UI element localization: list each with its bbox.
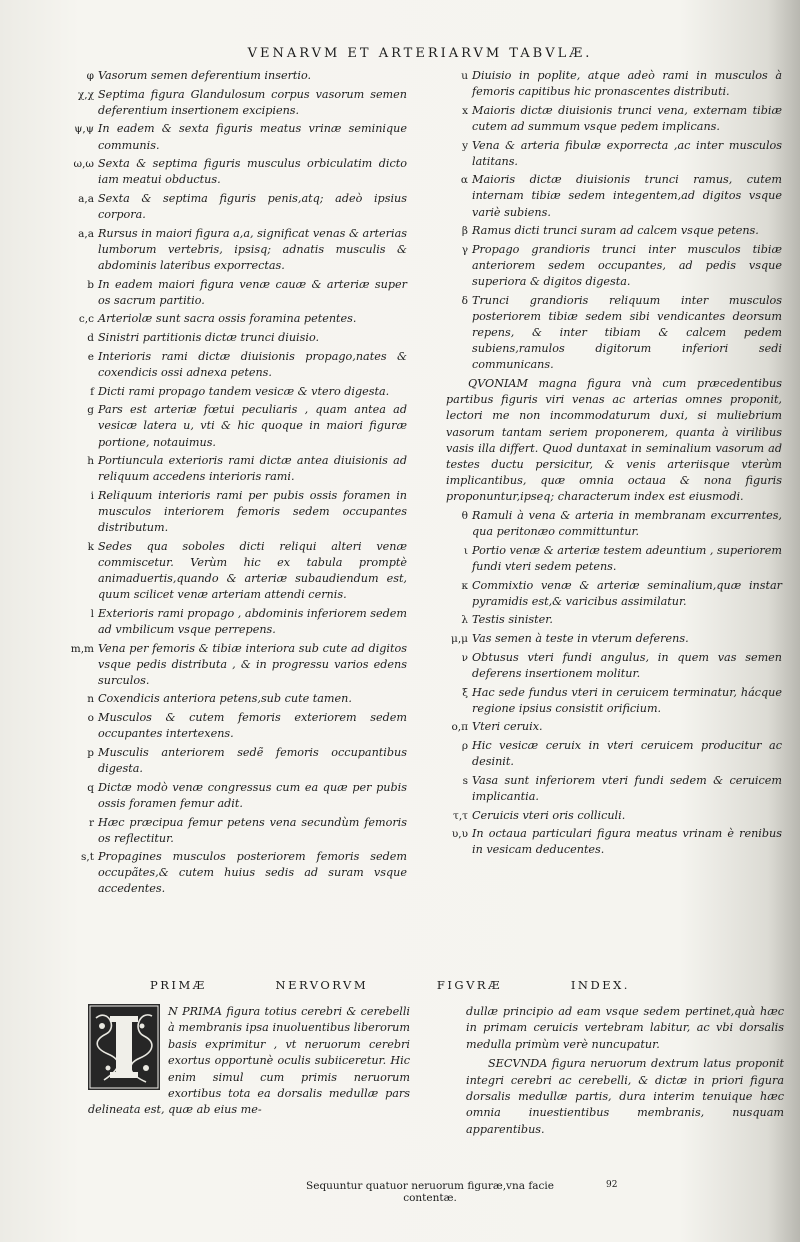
legend-entry (52, 606, 407, 638)
legend-marker: ι (463, 544, 468, 557)
legend-marker: h (87, 455, 94, 468)
legend-entry (446, 773, 782, 805)
legend-text: Vteri ceruix. (472, 720, 543, 734)
legend-marker: c,c (78, 313, 94, 326)
legend-text: Arteriolæ sunt sacra ossis foramina petentes. (98, 312, 357, 326)
legend-entry (446, 650, 782, 682)
legend-marker: p (87, 746, 94, 759)
legend-marker: ω,ω (73, 158, 94, 171)
legend-entry (52, 191, 407, 223)
legend-text: Commixtio venæ & arteriæ seminalium,quæ instar pyramidis est,& varicibus assimilatur. (472, 578, 782, 608)
legend-text: Rursus in maiori figura a,a, significat venas & arterias lumborum vertebris, ipsisq; adnatis musculis & abdominis lateribus exporrectas. (98, 226, 407, 272)
legend-marker: f (90, 385, 94, 398)
legend-entry (52, 330, 407, 346)
legend-marker: g (87, 404, 94, 417)
legend-marker: φ (86, 70, 94, 82)
legend-entry (446, 293, 782, 373)
legend-text: Hac sede fundus vteri in ceruicem terminatur, hácque regione ipsius consistit orificium. (472, 685, 782, 715)
legend-entry (52, 691, 407, 707)
decorated-initial (88, 1004, 160, 1090)
legend-entry (446, 138, 782, 170)
legend-entry (446, 103, 782, 135)
legend-text: Sedes qua soboles dicti reliqui alteri venæ commiscetur. Verùm hic ex tabula promptè animaduertis,quando & arteriæ subaudiendum est, quum scilicet venæ arteriam attendi cernis. (98, 539, 407, 602)
legend-marker: d (87, 332, 94, 345)
legend-text: Obtusus vteri fundi angulus, in quem vas semen deferens insertionem molitur. (472, 650, 782, 680)
legend-marker: θ (461, 510, 468, 522)
legend-entry (446, 631, 782, 647)
legend-entry (446, 685, 782, 717)
legend-entry (446, 508, 782, 540)
continuation-text: dullæ principio ad eam vsque sedem pertinet,quà hæc in primam ceruicis vertebram labitur, ac vbi dorsalis medulla primùm verè nuncupatur. (466, 1005, 784, 1051)
legend-marker: υ,υ (451, 828, 468, 841)
legend-entry (52, 384, 407, 400)
legend-marker: ρ (461, 739, 468, 752)
legend-text: Ramuli à vena & arteria in membranam excurrentes, qua peritonæo committuntur. (472, 509, 782, 539)
legend-entry (52, 226, 407, 274)
legend-text: Dicti rami propago tandem vesicæ & vtero digesta. (98, 384, 390, 398)
legend-text: Vena & arteria fibulæ exporrecta ,ac inter musculos latitans. (472, 138, 782, 168)
first-figure-text: N PRIMA figura totius cerebri & cerebelli à membranis ipsa inuoluentibus liberorum basis exprimitur , vt neruorum cerebri exortus opportunè oculis subiiceretur. Hic enim simul cum primis neruorum exortibus tota ea dorsalis medullæ pars delineata est, quæ ab eius me- (88, 1005, 410, 1117)
legend-marker: α (460, 174, 468, 187)
legend-text: In eadem maiori figura venæ cauæ & arteriæ super os sacrum partitio. (98, 277, 407, 307)
bottom-right-column (466, 1004, 784, 1141)
legend-entry (52, 402, 407, 450)
legend-entry (446, 172, 782, 220)
legend-entry (52, 488, 407, 536)
legend-entry (52, 710, 407, 742)
section-heading-word: FIGVRÆ (436, 978, 503, 992)
section-heading-word: PRIMÆ (150, 978, 207, 992)
legend-entry (446, 738, 782, 770)
legend-entry (446, 808, 782, 824)
legend-marker: ο,π (451, 721, 468, 734)
legend-text: Sexta & septima figuris musculus orbiculatim dicto iam meatui obductus. (98, 157, 407, 187)
legend-text: Vasorum semen deferentium insertio. (98, 69, 312, 82)
right-entries-b (446, 508, 782, 858)
legend-marker: γ (461, 243, 468, 256)
legend-text: Maioris dictæ diuisionis trunci ramus, cutem internam tibiæ sedem integentem,ad digitos vsque variè subiens. (472, 173, 782, 219)
legend-text: Musculis anteriorem sedẽ femoris occupantibus digesta. (98, 745, 407, 776)
legend-marker: μ,μ (451, 633, 468, 646)
legend-entry (446, 68, 782, 100)
legend-entry (52, 349, 407, 381)
legend-text: Trunci grandioris reliquum inter musculos posteriorem tibiæ sedem sibi vendicantes deorsum repens, & inter tibiam & calcem pedem subiens,ramulos digitorum inferiori sedi communicans. (472, 293, 782, 372)
legend-text: Vas semen à teste in vterum deferens. (472, 632, 689, 646)
legend-text: In octaua particulari figura meatus vrinam è renibus in vesicam deducentes. (472, 827, 782, 857)
legend-marker: ν (461, 651, 468, 664)
bottom-left-column (88, 1004, 410, 1119)
legend-text: Sinistri partitionis dictæ trunci diuisio. (98, 331, 320, 345)
legend-entry (52, 539, 407, 603)
legend-marker: τ,τ (453, 809, 468, 822)
legend-marker: l (90, 607, 94, 620)
legend-text: Diuisio in poplite, atque adeò rami in musculos à femoris capitibus hic pronascentes distributi. (472, 69, 782, 99)
legend-text: Sexta & septima figuris penis,atq; adeò ipsius corpora. (98, 192, 407, 222)
section-heading-word: NERVORVM (275, 978, 369, 992)
legend-entry (52, 121, 407, 153)
legend-text: Vena per femoris & tibiæ interiora sub cute ad digitos vsque pedis distributa , & in progressu varios edens surculos. (98, 641, 407, 687)
legend-marker: e (87, 350, 94, 363)
section-heading (150, 978, 630, 992)
ornament-icon (88, 1004, 160, 1090)
legend-marker: λ (461, 614, 468, 627)
folio-number: 92 (606, 1180, 618, 1190)
right-entries-a (446, 68, 782, 373)
legend-text: Propago grandioris trunci inter musculos tibiæ anteriorem sedem occupantes, ad pedis vsque superiora & digitos digesta. (472, 242, 782, 289)
legend-marker: m,m (70, 642, 94, 655)
legend-entry (52, 780, 407, 812)
legend-entry (446, 223, 782, 239)
legend-marker: i (90, 489, 94, 502)
legend-text: Reliquum interioris rami per pubis ossis foramen in musculos interiorem femoris sedem occupantes distributum. (98, 488, 407, 535)
legend-entry (446, 242, 782, 290)
legend-text: Septima figura Glandulosum corpus vasorum semen deferentium insertionem excipiens. (98, 87, 407, 117)
legend-marker: r (88, 816, 94, 829)
right-column (446, 68, 782, 861)
legend-marker: a,a (78, 227, 94, 240)
legend-marker: x (462, 104, 468, 117)
legend-text: Dictæ modò venæ congressus cum ea quæ per pubis ossis foramen femur adit. (98, 780, 407, 810)
legend-entry (446, 826, 782, 858)
legend-marker: ξ (462, 686, 468, 699)
legend-text: Ramus dicti trunci suram ad calcem vsque petens. (472, 224, 759, 238)
legend-entry (446, 578, 782, 610)
legend-marker: q (87, 781, 94, 794)
legend-marker: δ (461, 294, 468, 307)
legend-text: Portiuncula exterioris rami dictæ antea diuisionis ad reliquum accedens interioris rami. (98, 454, 407, 484)
running-head: VENARVM ET ARTERIARVM TABVLÆ. (247, 46, 593, 61)
legend-marker: n (87, 693, 94, 706)
legend-text: Portio venæ & arteriæ testem adeuntium , superiorem fundi vteri sedem petens. (472, 543, 782, 573)
legend-text: Ceruicis vteri oris colliculi. (472, 808, 626, 822)
legend-text: Maioris dictæ diuisionis trunci vena, externam tibiæ cutem ad summum vsque pedem implicans. (472, 103, 782, 133)
legend-text: Testis sinister. (472, 613, 553, 627)
section-heading-word: INDEX. (570, 978, 630, 992)
legend-text: Pars est arteriæ fœtui peculiaris , quam antea ad vesicæ latera u, vti & hic quoque in maiori figuræ portione, notauimus. (98, 403, 407, 449)
legend-entry (446, 543, 782, 575)
legend-marker: s,t (81, 851, 94, 864)
legend-entry (52, 745, 407, 777)
legend-marker: ψ,ψ (74, 123, 94, 136)
legend-marker: β (461, 225, 468, 238)
legend-marker: o (87, 712, 94, 725)
legend-text: Musculos & cutem femoris exteriorem sedem occupantes intertexens. (98, 711, 407, 741)
legend-marker: s (462, 774, 468, 787)
legend-entry (52, 849, 407, 897)
legend-marker: χ,χ (77, 88, 94, 101)
legend-marker: a,a (78, 193, 94, 206)
legend-text: Vasa sunt inferiorem vteri fundi sedem & ceruicem implicantia. (472, 773, 782, 803)
legend-entry (52, 156, 407, 188)
legend-marker: u (461, 70, 468, 82)
legend-entry (52, 277, 407, 309)
legend-marker: b (87, 278, 94, 291)
legend-text: Propagines musculos posteriorem femoris sedem occupãtes,& cutem huius sedis ad suram vsque accedentes. (98, 850, 407, 896)
page-caption: Sequuntur quatuor neruorum figuræ,vna facie contentæ. (306, 1180, 554, 1204)
legend-text: In eadem & sexta figuris meatus vrinæ seminique communis. (98, 122, 407, 152)
legend-text: Coxendicis anteriora petens,sub cute tamen. (98, 692, 352, 706)
legend-entry (52, 68, 407, 84)
left-column (52, 68, 407, 900)
legend-text: Hæc præcipua femur petens vena secundùm femoris os reflectitur. (98, 815, 407, 845)
legend-entry (446, 719, 782, 735)
legend-text: Hic vesicæ ceruix in vteri ceruicem producitur ac desinit. (472, 738, 782, 769)
legend-text: Interioris rami dictæ diuisionis propago,nates & coxendicis ossi adnexa petens. (98, 349, 407, 379)
legend-marker: k (87, 540, 94, 553)
legend-marker: κ (461, 579, 468, 592)
second-figure-text: SECVNDA figura neruorum dextrum latus proponit integri cerebri ac cerebelli, & dictæ in priori figura dorsalis medullæ partis, dura interim tenuique hæc omnia inuestientibus membranis, nusquam apparentibus. (466, 1057, 784, 1136)
legend-entry (446, 612, 782, 628)
quoniam-paragraph: QVONIAM magna figura vnà cum præcedentibus partibus figuris viri venas ac arterias omnes proponit, lectori me non incommodaturum duxi, si muliebrium vasorum tantam seriem proponerem, quanta à virilibus vasis illa differt. Quod duntaxat in seminalium vasorum ad testes ductu persicitur, & venis arteriisque vterùm implicantibus, quæ omnia octaua & nona figuris proponuntur,ipseq; characterum index est eiusmodi. (446, 377, 782, 503)
legend-entry (52, 311, 407, 327)
legend-entry (52, 453, 407, 485)
legend-text: Exterioris rami propago , abdominis inferiorem sedem ad vmbilicum vsque perrepens. (98, 606, 407, 636)
legend-entry (52, 815, 407, 847)
legend-entry (52, 641, 407, 689)
legend-marker: y (462, 139, 468, 152)
legend-entry (52, 87, 407, 119)
